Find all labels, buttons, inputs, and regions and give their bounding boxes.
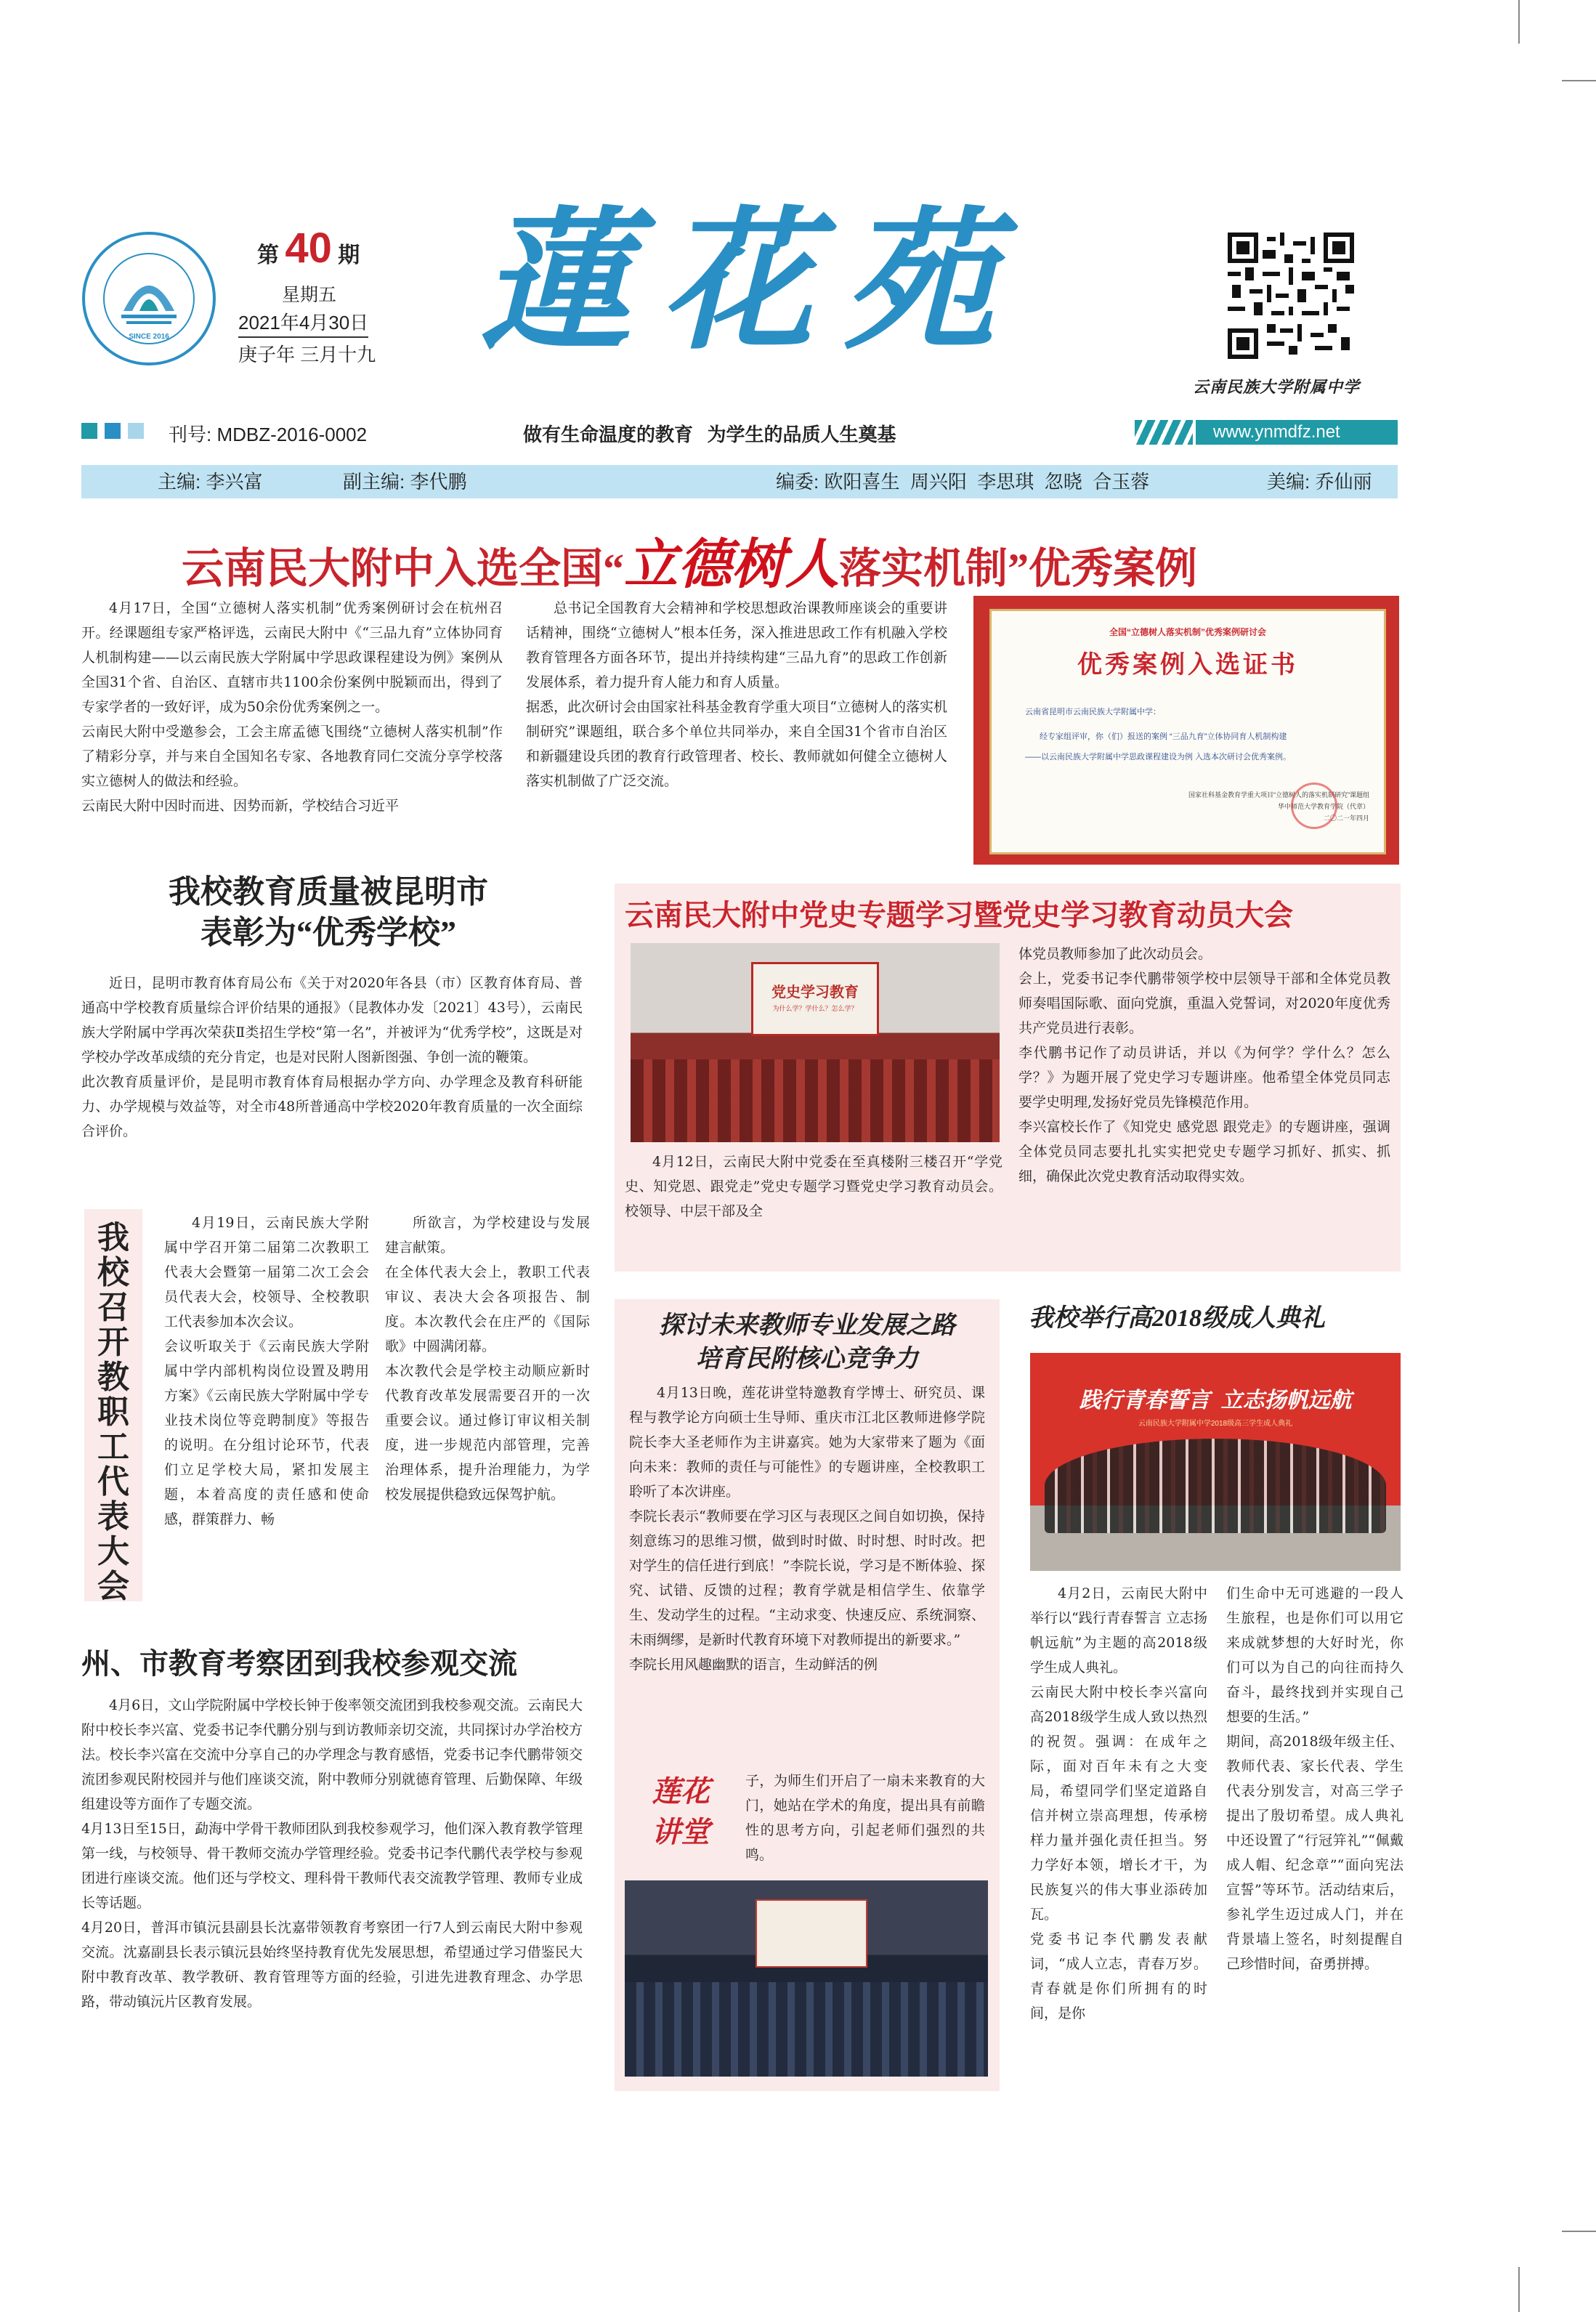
article5-box — [615, 884, 1401, 1272]
audience-seats — [631, 1059, 1000, 1142]
weekday: 星期五 — [282, 285, 337, 305]
article6-title-line1: 探讨未来教师专业发展之路 — [659, 1312, 955, 1339]
article5-caption — [625, 1149, 1002, 1224]
serial-number: 刊号: MDBZ-2016-0002 — [169, 424, 368, 445]
school-name: 云南民族大学附属中学 — [1193, 378, 1361, 396]
certificate-seal — [1291, 783, 1337, 829]
party-meeting-photo — [631, 943, 1000, 1142]
article7-title: 我校举行高2018级成人典礼 — [1029, 1305, 1325, 1332]
website[interactable]: www.ynmdfz.net — [1196, 420, 1398, 445]
article1-text: 4月17日，全国“立德树人落实机制”优秀案例研讨会在杭州召开。经课题组专家严格评选，云南民大附中《“三品九育”立体协同育人机制构建——以云南民族大学附属中学思政课程建设为例》案例从全国31个省、自治区、直辖市共1100余份案例中脱颖而出，得到了专家学者的一致好评，成为50余份优秀案例之一。 云南民大附中受邀参会，工会主席孟德飞围绕“立德树人落实机制”作了精彩分享，并与来自全国知名专家、各地教育同仁交流分享学校落实立德树人的做法和经验。 云南民大附中因时而进、因势而新，学校结合习近平 — [81, 600, 503, 814]
article4-body — [81, 1693, 583, 2014]
crop-mark — [1518, 2267, 1520, 2312]
article5-caption-text: 4月12日，云南民大附中党委在至真楼附三楼召开“学党史、知党恩、跟党走”党史专题学习暨党史学习教育动员会。校领导、中层干部及全 — [625, 1154, 1002, 1219]
deputy-editor: 副主编: 李代鹏 — [343, 471, 467, 493]
school-logo — [81, 231, 216, 366]
article6-title — [615, 1309, 1000, 1376]
article3-title: 我校召开教职工代表大会 — [97, 1220, 129, 1604]
logo-since: SINCE 2016 — [129, 333, 169, 341]
qr-code — [1228, 233, 1354, 359]
issue-number — [257, 224, 360, 272]
article3-col1 — [164, 1210, 369, 1532]
stripe-deco — [1135, 420, 1193, 445]
certificate-frame — [989, 609, 1386, 854]
editorial-committee: 编委: 欧阳喜生 周兴阳 李思琪 忽晓 合玉蓉 — [776, 471, 1150, 493]
article6-tail — [745, 1769, 985, 1867]
article5-text: 体党员教师参加了此次动员会。 会上，党委书记李代鹏带领学校中层领导干部和全体党员教师奏唱国际歌、面向党旗，重温入党誓词，对2020年度优秀共产党员进行表彰。 李代鹏书记作了动员讲话，并以《为何学？学什么？怎么学？》为题开展了党史学习专题讲座。他希望全体党员同志要学史明理,发扬好党员先锋模范作用。 李兴富校长作了《知党史 感党恩 跟党走》的专题讲座，强调全体党员同志要扎扎实实把党史专题学习抓好、抓实、抓细，确保此次党史教育活动取得实效。 — [1018, 946, 1390, 1184]
square-deco — [128, 423, 144, 439]
article7-col1 — [1030, 1581, 1207, 2026]
crop-mark — [1562, 2231, 1596, 2232]
article6-body — [629, 1381, 985, 1677]
article2-text: 近日，昆明市教育体育局公布《关于对2020年各县（市）区教育体育局、普通高中学校教育质量综合评价结果的通报》（昆教体办发〔2021〕43号），云南民族大学附属中学再次荣获Ⅱ类招生学校“第一名”，并被评为“优秀学校”，这既是对学校办学改革成绩的充分肯定，也是对民附人图新图强、争创一流的鞭策。 此次教育质量评价，是昆明市教育体育局根据办学方向、办学理念及教育科研能力、办学规模与效益等，对全市48所普通高中学校2020年教育质量的一次全面综合评价。 — [81, 975, 583, 1139]
ceremony-banner-sub: 云南民族大学附属中学2018级高三学生成人典礼 — [1138, 1420, 1293, 1428]
article2-title-line1: 我校教育质量被昆明市 — [169, 874, 488, 910]
article2-title-line2: 表彰为“优秀学校” — [200, 915, 456, 950]
issue-num: 40 — [285, 225, 332, 272]
article4-title: 州、市教育考察团到我校参观交流 — [81, 1647, 517, 1680]
article6-title-line2: 培育民附核心竞争力 — [696, 1346, 918, 1373]
article6-text: 4月13日晚，莲花讲堂特邀教育学博士、研究员、课程与教学论方向硕士生导师、重庆市江北区教师进修学院院长李大圣老师作为主讲嘉宾。她为大家带来了题为《面向未来：教师的责任与可能性》的专题讲座，全校教职工聆听了本次讲座。 李院长表示“教师要在学习区与表现区之间自如切换，保持刻意练习的思维习惯，做到时时做、时时想、时时改。把对学生的信任进行到底！”李院长说，学习是不断体验、探究、试错、反馈的过程；教育学就是相信学生、依靠学生、发动学生的过程。“主动求变、快速反应、系统洞察、未雨绸缪，是新时代教育环境下对教师提出的新要求。” 李院长用风趣幽默的语言，生动鲜活的例 — [629, 1385, 985, 1673]
square-deco — [105, 423, 121, 439]
article2-body — [81, 971, 583, 1144]
lecture-audience — [625, 1982, 988, 2077]
certificate-body2: ——以云南民族大学附属中学思政课程建设为例 入选本次研讨会优秀案例。 — [1025, 753, 1292, 761]
screen-subtitle: 为什么学？学什么？怎么学？ — [772, 1005, 858, 1012]
issue-date: 2021年4月30日 — [238, 308, 368, 338]
student-group — [1045, 1439, 1386, 1533]
certificate-issuer: 国家社科基金教育学重大项目“立德树人的落实机制研究”课题组 — [1188, 791, 1369, 799]
certificate-body1: 经专家组评审，你（们）报送的案例 “三品九育”立体协同育人机制构建 — [1040, 732, 1287, 741]
crop-mark — [1518, 0, 1520, 44]
ceremony-banner: 践行青春誓言 立志扬帆远航 — [1079, 1389, 1352, 1412]
article3-text: 4月19日，云南民族大学附属中学召开第二届第二次教职工代表大会暨第一届第二次工会会员代表大会，校领导、全校教职工代表参加本次会议。 会议听取关于《云南民族大学附属中学内部机构岗位设置及聘用方案》《云南民族大学附属中学专业技术岗位等竞聘制度》等报告的说明。在分组讨论环节，代表们立足学校大局，紧扣发展主题，本着高度的责任感和使命感，群策群力、畅 — [164, 1215, 369, 1527]
article4-text: 4月6日，文山学院附属中学校长钟于俊率领交流团到我校参观交流。云南民大附中校长李兴富、党委书记李代鹏分别与到访教师亲切交流，共同探讨办学治校方法。校长李兴富在交流中分享自己的办学理念与教育感悟，党委书记李代鹏带领交流团参观民附校园并与他们座谈交流，附中教师分别就德育管理、后勤保障、年级组建设等方面作了专题交流。 4月13日至15日，勐海中学骨干教师团队到我校参观学习，他们深入教育教学管理第一线，与校领导、骨干教师交流办学管理经验。党委书记李代鹏代表学校与参观团进行座谈交流。他们还与学校文、理科骨干教师代表交流教学管理、教师专业成长等话题。 4月20日，普洱市镇沅县副县长沈嘉带领教育考察团一行7人到云南民大附中参观交流。沈嘉副县长表示镇沅县始终坚持教育优先发展思想，希望通过学习借鉴民大附中教育改革、教学教研、教育管理等方面的经验，引进先进教育理念、办学思路，带动镇沅片区教育发展。 — [81, 1697, 583, 2010]
certificate-header: 全国“立德树人落实机制”优秀案例研讨会 — [1109, 627, 1266, 637]
article6-tail-text: 子，为师生们开启了一扇未来教育的大门，她站在学术的角度，提出具有前瞻性的思考方向，引起老师们强烈的共鸣。 — [745, 1773, 985, 1863]
certificate-photo — [973, 596, 1399, 865]
article6-box — [615, 1299, 1000, 2091]
chief-editor: 主编: 李兴富 — [158, 471, 263, 493]
headline-after: 落实机制”优秀案例 — [839, 545, 1198, 592]
article1-col1 — [81, 596, 503, 818]
certificate-issuer2: 华中师范大学教育学院（代章） — [1277, 803, 1369, 810]
ceremony-photo — [1030, 1353, 1401, 1571]
certificate-date: 二〇二一年四月 — [1323, 815, 1369, 822]
article7-text-2: 们生命中无可逃避的一段人生旅程，也是你们可以用它来成就梦想的大好时光，你们可以为自己的向往而持久奋斗，最终找到并实现自己想要的生活。” 期间，高2018级年级主任、教师代表、家长代表、学生代表分别发言，对高三学子提出了殷切希望。成人典礼中还设置了“行冠笄礼”“佩戴成人帽、纪念章”“面向宪法宣誓”等环节。活动结束后，参礼学生迈过成人门，并在背景墙上签名，时刻提醒自己珍惜时间，奋勇拼搏。 — [1226, 1585, 1403, 1972]
issue-suffix: 期 — [338, 243, 360, 267]
lianhua-stamp: 莲花讲堂 — [652, 1775, 710, 1848]
lecture-screen — [756, 1899, 867, 1968]
article7-col2 — [1226, 1581, 1403, 1976]
art-editor: 美编: 乔仙丽 — [1267, 471, 1372, 493]
newspaper-title: 蓮花苑 — [479, 199, 1025, 368]
article1-col2 — [526, 596, 947, 793]
article3-vertical-title — [84, 1209, 142, 1604]
article3-text-2: 所欲言，为学校建设与发展建言献策。 在全体代表大会上，教职工代表审议、表决大会各项报告、制度。本次教代会在庄严的《国际歌》中圆满闭幕。 本次教代会是学校主动顺应新时代教育改革发展需要召开的一次重要会议。通过修订审议相关制度，进一步规范内部管理，完善治理体系，提升治理能力，为学校发展提供稳致远保驾护航。 — [385, 1215, 590, 1503]
website-bar — [1135, 420, 1398, 445]
editors-bar — [81, 465, 1398, 498]
main-headline — [182, 522, 1197, 599]
crop-mark — [1562, 80, 1596, 81]
article1-text-2: 总书记全国教育大会精神和学校思想政治课教师座谈会的重要讲话精神，围绕“立德树人”根本任务，深入推进思政工作有机融入学校教育管理各方面各环节，提出并持续构建“三品九育”的思政工作创新发展体系，着力提升育人能力和育人质量。 据悉，此次研讨会由国家社科基金教育学重大项目“立德树人的落实机制研究”课题组，联合多个单位共同举办，来自全国31个省市自治区和新疆建设兵团的教育行政管理者、校长、教师就如何健全立德树人落实机制做了广泛交流。 — [526, 600, 947, 789]
lecture-photo — [625, 1880, 988, 2077]
slogan: 做有生命温度的教育 为学生的品质人生奠基 — [523, 424, 896, 445]
stage-screen — [751, 962, 879, 1036]
article5-title: 云南民大附中党史专题学习暨党史学习教育动员大会 — [625, 899, 1293, 931]
article5-right — [1018, 942, 1390, 1189]
headline-highlight: 立德树人 — [624, 535, 840, 595]
certificate-recipient: 云南省昆明市云南民族大学附属中学： — [1025, 708, 1161, 716]
issue-prefix: 第 — [257, 243, 279, 267]
lunar-date: 庚子年 三月十九 — [238, 344, 376, 365]
slogan-bar — [81, 420, 1398, 445]
article2-title — [81, 872, 575, 953]
headline-before: 云南民大附中入选全国“ — [182, 545, 625, 592]
screen-title: 党史学习教育 — [771, 983, 859, 1001]
square-deco — [81, 423, 97, 439]
certificate-title: 优秀案例入选证书 — [1077, 652, 1298, 679]
article7-text: 4月2日，云南民大附中举行以“践行青春誓言 立志扬帆远航”为主题的高2018级学生成人典礼。 云南民大附中校长李兴富向高2018级学生成人致以热烈的祝贺。强调：在成年之际，面对百年未有之大变局，希望同学们坚定道路自信并树立崇高理想，传承榜样力量并强化责任担当。努力学好本领，增长才干，为民族复兴的伟大事业添砖加瓦。 党委书记李代鹏发表献词，“成人立志，青春万岁。青春就是你们所拥有的时间，是你 — [1030, 1585, 1207, 2021]
article3-col2 — [385, 1210, 590, 1507]
